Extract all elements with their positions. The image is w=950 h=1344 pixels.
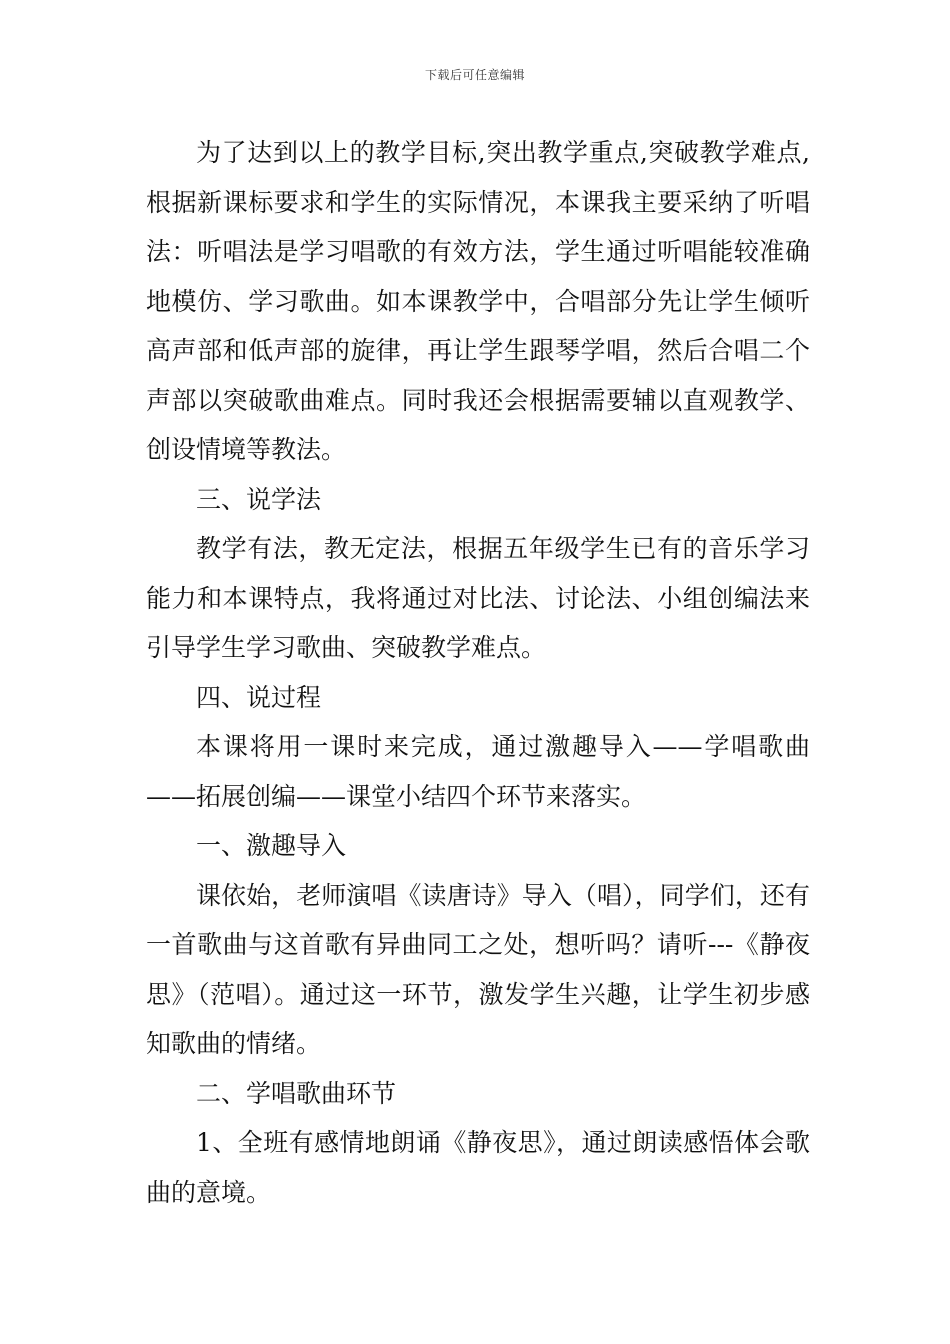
paragraph-teaching-methods: 为了达到以上的教学目标,突出教学重点,突破教学难点,根据新课标要求和学生的实际情况，本课我主要采纳了听唱法：听唱法是学习唱歌的有效方法，学生通过听唱能较准确地模仿、学习歌曲。如本课教学中，合唱部分先让学生倾听高声部和低声部的旋律，再让学生跟琴学唱，然后合唱二个声部以突破歌曲难点。同时我还会根据需要辅以直观教学、创设情境等教法。 [146, 138, 810, 464]
paragraph-learn-song-step-1: 1、全班有感情地朗诵《静夜思》，通过朗读感悟体会歌曲的意境。 [146, 1128, 810, 1207]
paragraph-introduction: 课依始，老师演唱《读唐诗》导入（唱），同学们，还有一首歌曲与这首歌有异曲同工之处，想听吗？请听---《静夜思》（范唱）。通过这一环节，激发学生兴趣，让学生初步感知歌曲的情绪。 [146, 880, 810, 1058]
heading-learning-methods: 三、说学法 [196, 484, 322, 514]
paragraph-process: 本课将用一课时来完成，通过激趣导入——学唱歌曲——拓展创编——课堂小结四个环节来落实。 [146, 732, 810, 811]
paragraph-learning-methods: 教学有法，教无定法，根据五年级学生已有的音乐学习能力和本课特点，我将通过对比法、讨论法、小组创编法来引导学生学习歌曲、突破教学难点。 [146, 534, 810, 662]
header-note: 下载后可任意编辑 [424, 68, 525, 82]
heading-learn-song: 二、学唱歌曲环节 [196, 1078, 397, 1108]
heading-introduction: 一、激趣导入 [196, 831, 347, 860]
heading-process: 四、说过程 [196, 682, 322, 712]
document-body [146, 128, 810, 1217]
